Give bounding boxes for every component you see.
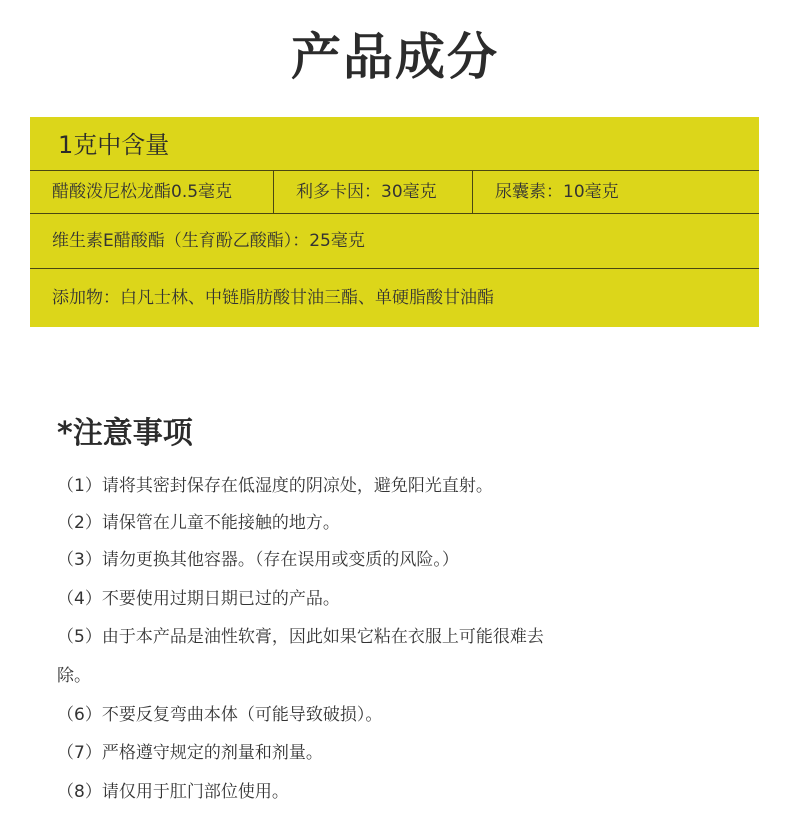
note-item: （1）请将其密封保存在低湿度的阴凉处，避免阳光直射。 xyxy=(57,476,493,496)
note-item: （5）由于本产品是油性软膏，因此如果它粘在衣服上可能很难去 xyxy=(57,627,544,647)
table-header: 1克中含量 xyxy=(58,131,170,159)
table-row xyxy=(30,170,759,213)
ingredients-table xyxy=(30,117,759,327)
note-item: （7）严格遵守规定的剂量和剂量。 xyxy=(57,743,323,763)
note-item: （2）请保管在儿童不能接触的地方。 xyxy=(57,513,340,533)
note-item: （4）不要使用过期日期已过的产品。 xyxy=(57,589,340,609)
table-cell-lidocaine: 利多卡因：30毫克 xyxy=(273,171,472,214)
note-item: （8）请仅用于肛门部位使用。 xyxy=(57,782,289,802)
notes-title: *注意事项 xyxy=(57,416,193,451)
note-item: （3）请勿更换其他容器。（存在误用或变质的风险。） xyxy=(57,550,459,570)
table-cell-allantoin: 尿囊素：10毫克 xyxy=(472,171,759,214)
table-row-vitamin-e: 维生素E醋酸酯（生育酚乙酸酯）：25毫克 xyxy=(30,213,759,268)
note-item-continuation: 除。 xyxy=(57,666,91,686)
table-row-additives: 添加物：白凡士林、中链脂肪酸甘油三酯、单硬脂酸甘油酯 xyxy=(30,268,759,327)
page-title: 产品成分 xyxy=(291,28,499,86)
table-cell-prednisolone: 醋酸泼尼松龙酯0.5毫克 xyxy=(52,182,233,202)
note-item: （6）不要反复弯曲本体（可能导致破损）。 xyxy=(57,705,383,725)
